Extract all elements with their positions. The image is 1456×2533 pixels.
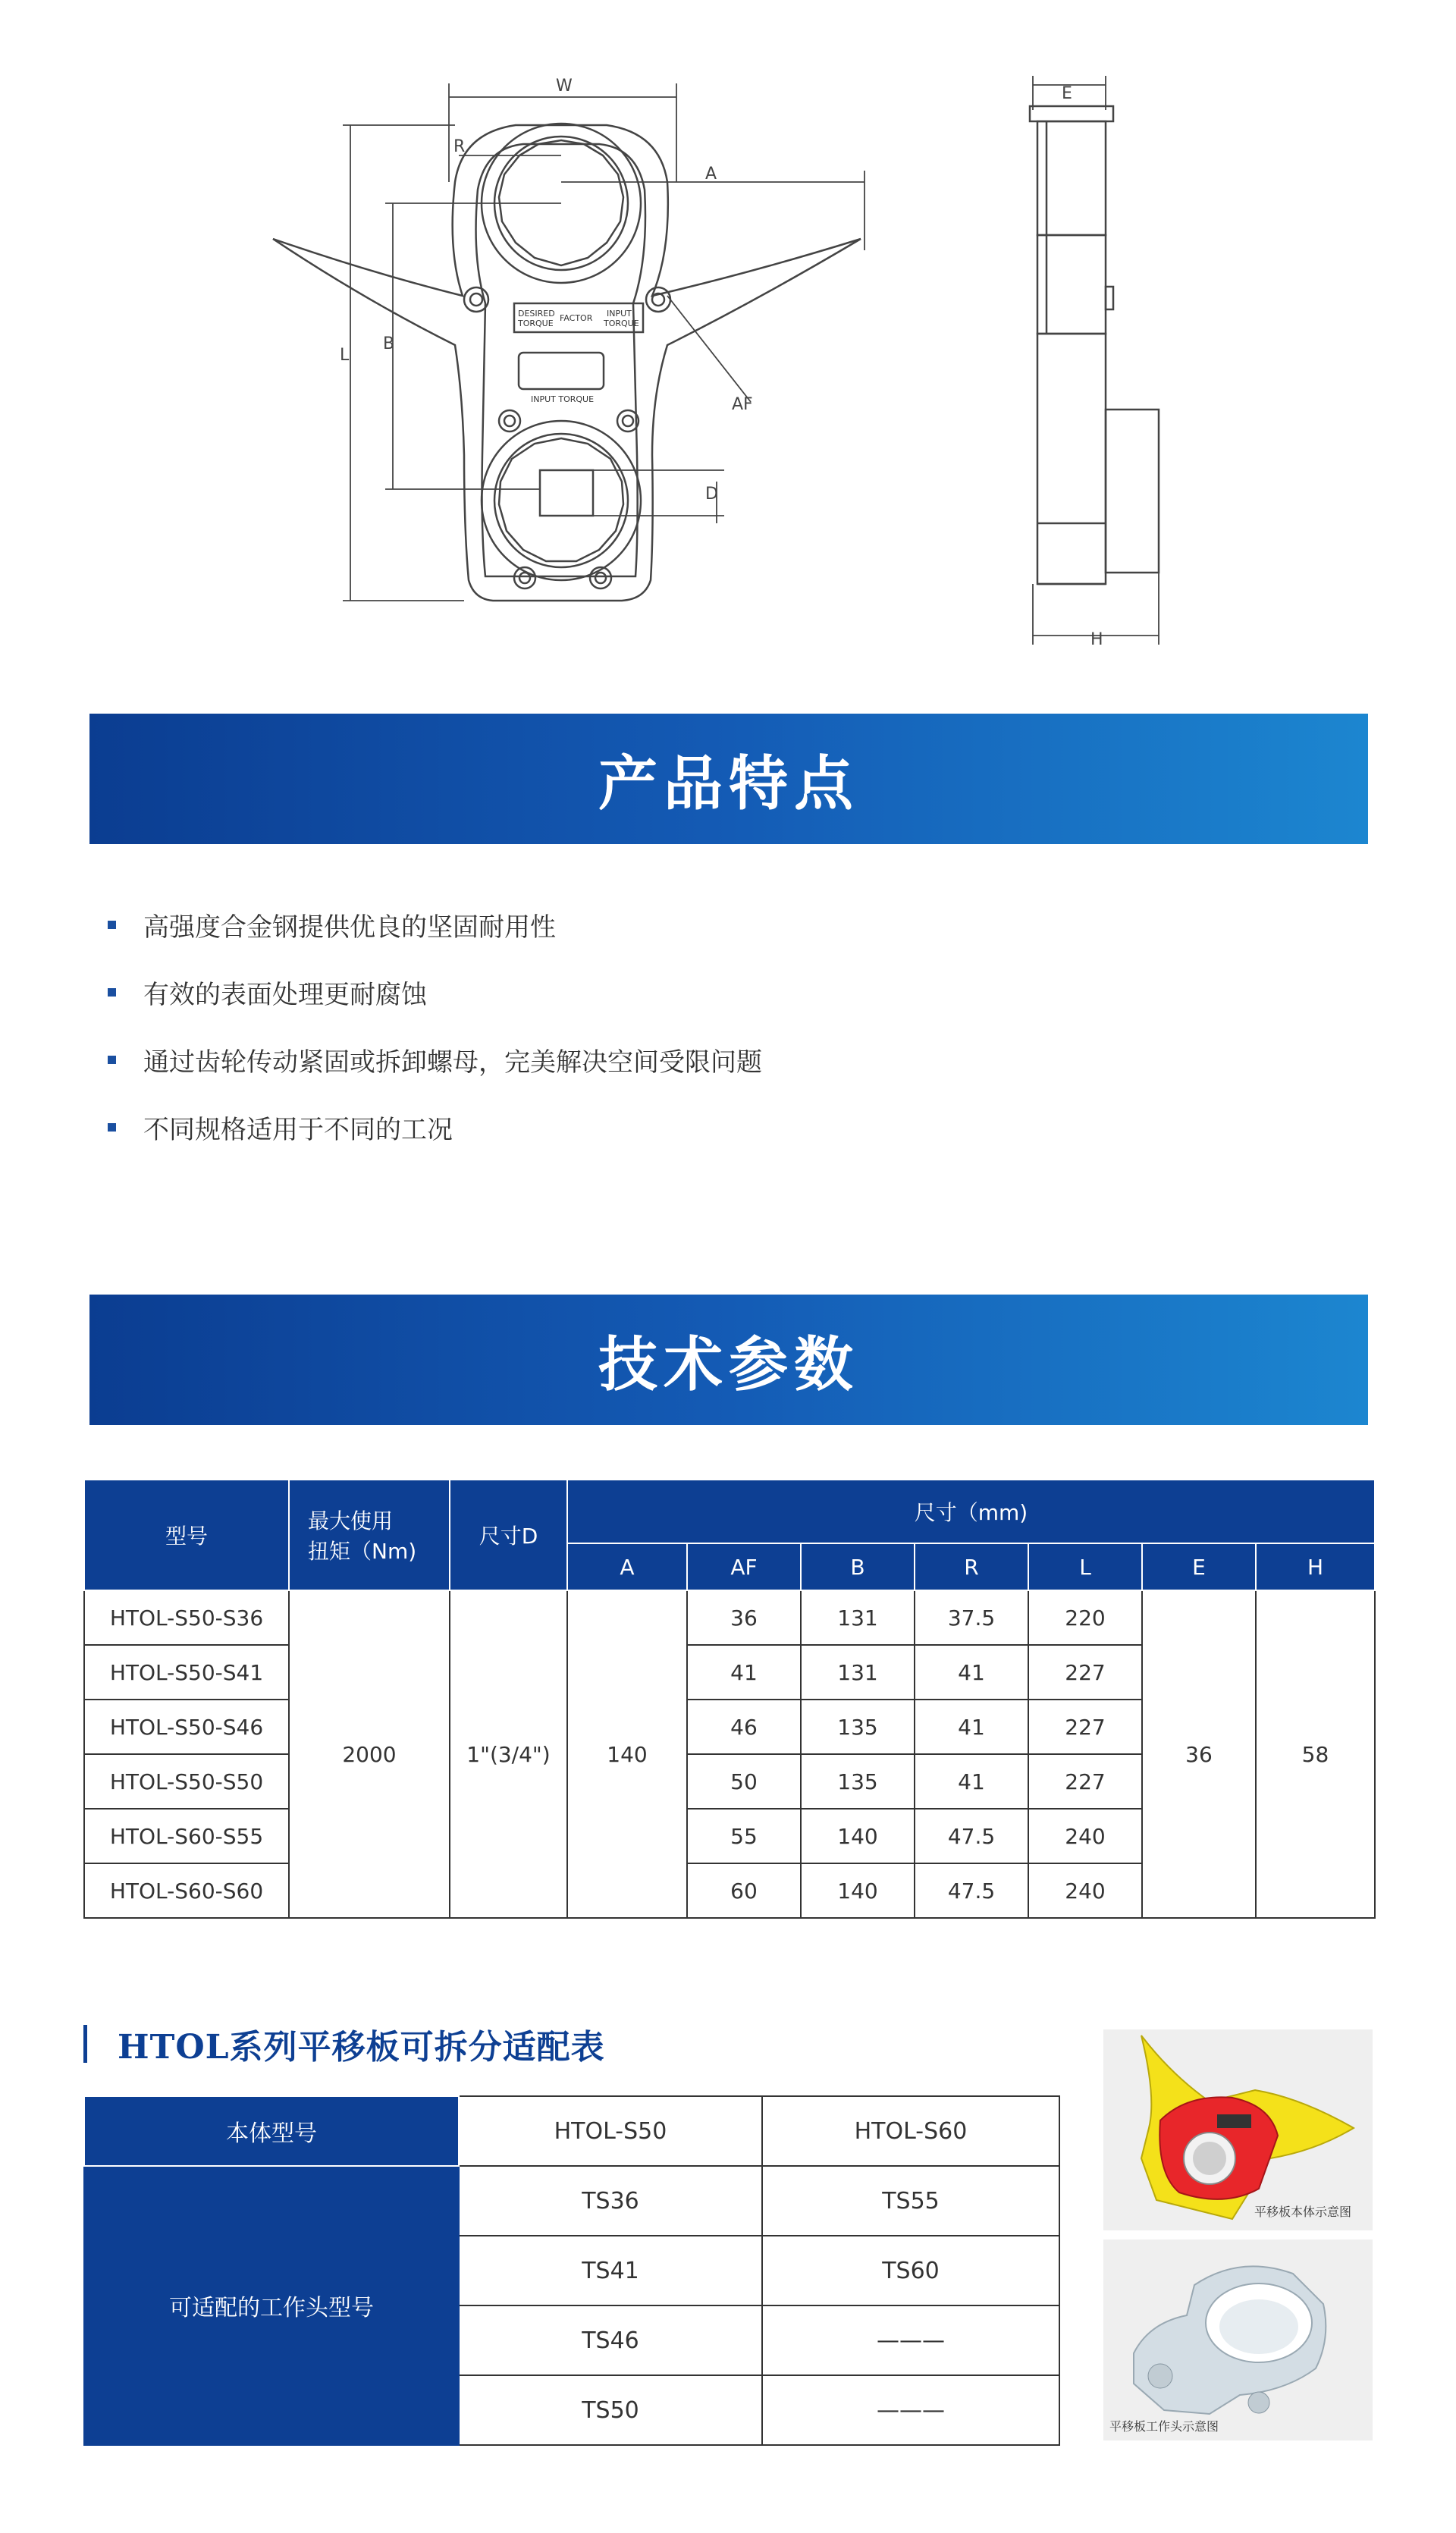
square-drive [540,470,593,516]
specs-banner [89,1295,1368,1425]
cell-r: 47.5 [915,1809,1028,1863]
header-col-l: L [1028,1543,1142,1590]
bottom-gear-ring [482,421,641,580]
cell-r: 47.5 [915,1863,1028,1918]
dim-h-label: H [1090,630,1103,649]
dim-l-label: L [340,346,350,365]
feature-text: 不同规格适用于不同的工况 [143,1115,453,1145]
compat-section-title [83,2025,605,2067]
cell-a: 140 [567,1590,687,1918]
plate-input-2: TORQUE [604,319,639,328]
cell-l: 227 [1028,1700,1142,1754]
body-render-image [1103,2029,1373,2230]
feature-item [106,1094,1244,1161]
label-head-model: 可适配的工作头型号 [84,2166,459,2445]
header-size-d: 尺寸D [450,1480,567,1590]
cell-af: 36 [687,1590,801,1645]
cell-af: 50 [687,1754,801,1809]
technical-drawing [0,0,1456,667]
cell-head: ——— [762,2375,1059,2445]
cell-b: 135 [801,1754,915,1809]
display-window [519,353,604,389]
photo-body [1103,2029,1373,2230]
photo-head [1103,2240,1373,2440]
head-caption: 平移板工作头示意图 [1109,2419,1219,2434]
feature-item [106,1026,1244,1094]
bullet-icon [108,988,116,997]
table-row [84,1590,1375,1645]
header-col-e: E [1142,1543,1256,1590]
cell-model: HTOL-S50-S46 [84,1700,289,1754]
cell-b: 140 [801,1809,915,1863]
bullet-icon [108,1056,116,1064]
cell-model: HTOL-S60-S60 [84,1863,289,1918]
body-caption: 平移板本体示意图 [1254,2205,1351,2219]
compat-title: HTOL系列平移板可拆分适配表 [118,2028,605,2067]
cell-head: TS36 [459,2166,762,2236]
bullet-icon [108,921,116,929]
header-torque-line1: 最大使用 [308,1508,394,1533]
cell-head: TS41 [459,2236,762,2305]
header-col-b: B [801,1543,915,1590]
feature-text: 高强度合金钢提供优良的坚固耐用性 [143,912,556,943]
header-body-model: 本体型号 [84,2096,459,2166]
cell-b: 140 [801,1863,915,1918]
cell-h: 58 [1256,1590,1375,1918]
bullet-icon [108,1123,116,1132]
cell-b: 131 [801,1590,915,1645]
cell-e: 36 [1142,1590,1256,1918]
plate-input-1: INPUT [607,309,632,319]
header-col-af: AF [687,1543,801,1590]
spec-table [83,1479,1376,1919]
cell-b: 135 [801,1700,915,1754]
cell-r: 41 [915,1700,1028,1754]
features-list [106,891,1244,1161]
header-torque-line2: 扭矩（Nm) [308,1539,417,1564]
dim-af-label: AF [732,395,753,414]
header-col-h: H [1256,1543,1375,1590]
compat-table [83,2095,1060,2446]
cell-af: 41 [687,1645,801,1700]
side-view [1030,106,1159,584]
plate-desired-2: TORQUE [518,319,554,328]
drawing-svg [0,0,1456,667]
cell-model-s50: HTOL-S50 [459,2096,762,2166]
feature-item [106,959,1244,1026]
feature-text: 有效的表面处理更耐腐蚀 [143,980,427,1010]
plate-desired-1: DESIRED [518,309,555,319]
table-row [84,2166,1059,2236]
cell-l: 240 [1028,1809,1142,1863]
cell-size-d: 1"(3/4") [450,1590,567,1918]
cell-model: HTOL-S50-S41 [84,1645,289,1700]
cell-head: ——— [762,2305,1059,2375]
feature-text: 通过齿轮传动紧固或拆卸螺母，完美解决空间受限问题 [143,1047,762,1078]
dim-w-label: W [556,77,573,96]
cell-b: 131 [801,1645,915,1700]
cell-torque: 2000 [289,1590,450,1918]
cell-af: 46 [687,1700,801,1754]
cell-l: 227 [1028,1754,1142,1809]
cell-head: TS60 [762,2236,1059,2305]
cell-model: HTOL-S50-S36 [84,1590,289,1645]
cell-model-s60: HTOL-S60 [762,2096,1059,2166]
dim-e-label: E [1062,84,1072,103]
cell-model: HTOL-S60-S55 [84,1809,289,1863]
header-torque [289,1480,450,1590]
header-dims: 尺寸（mm) [567,1480,1375,1543]
header-col-r: R [915,1543,1028,1590]
head-render-image [1103,2240,1373,2440]
title-accent-bar [83,2025,87,2063]
dim-b-label: B [383,334,395,353]
dim-d-label: D [705,485,718,504]
cell-l: 220 [1028,1590,1142,1645]
cell-head: TS46 [459,2305,762,2375]
header-model: 型号 [84,1480,289,1590]
header-col-a: A [567,1543,687,1590]
plate-factor: FACTOR [560,313,593,323]
dim-a-label: A [705,165,717,184]
cell-r: 41 [915,1645,1028,1700]
tool-body-outline [273,125,861,601]
features-banner [89,714,1368,844]
dim-r-label: R [453,137,466,156]
cell-af: 55 [687,1809,801,1863]
cell-l: 240 [1028,1863,1142,1918]
cell-r: 37.5 [915,1590,1028,1645]
cell-l: 227 [1028,1645,1142,1700]
plate-input-torque-arc: INPUT TORQUE [531,394,595,404]
cell-af: 60 [687,1863,801,1918]
specs-title: 技术参数 [598,1330,859,1399]
feature-item [106,891,1244,959]
features-title: 产品特点 [598,749,859,818]
cell-model: HTOL-S50-S50 [84,1754,289,1809]
cell-r: 41 [915,1754,1028,1809]
cell-head: TS50 [459,2375,762,2445]
cell-head: TS55 [762,2166,1059,2236]
